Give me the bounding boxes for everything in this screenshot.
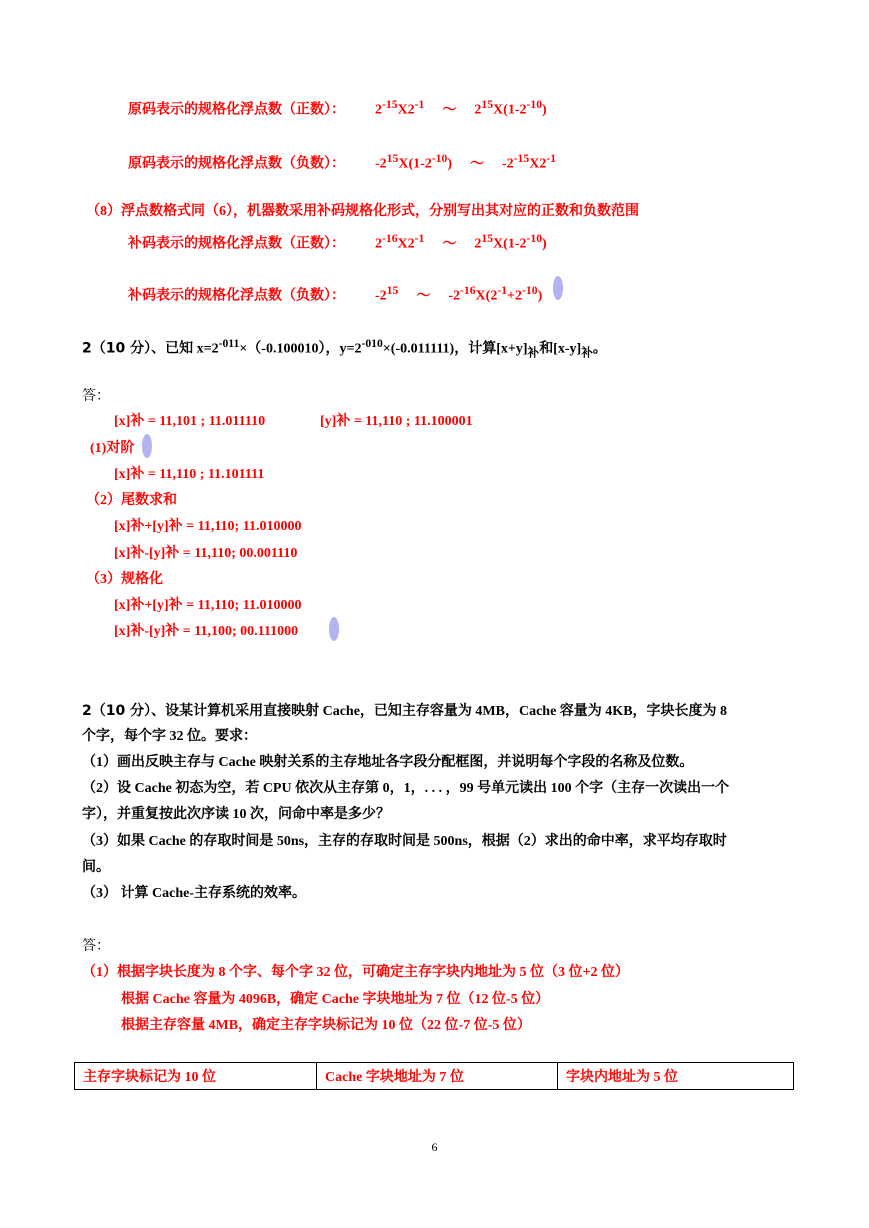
sec7-positive-line: 原码表示的规格化浮点数（正数）： $2^{-15}X2^{-1}$ ～ $2^{15}X(1-2^{-10})$ [128, 98, 547, 118]
table-cell-block-address: Cache 字块地址为 7 位 [317, 1063, 558, 1090]
y-complement: [y]补 = 11,110 ; 11.100001 [320, 414, 473, 429]
sec7-negative-line: 原码表示的规格化浮点数（负数）： $-2^{15}X(1-2^{-10})$ ～ $-2^{-15}X2^{-1}$ [128, 152, 557, 172]
sec8-heading: （8）浮点数格式同（6），机器数采用补码规格化形式，分别写出其对应的正数和负数范围 [86, 204, 639, 219]
comment-marker[interactable] [553, 276, 563, 300]
q2b-item4: （3） 计算 Cache-主存系统的效率。 [82, 886, 306, 901]
answer-line3: 根据主存容量 4MB，确定主存字块标记为 10 位（22 位-7 位-5 位） [121, 1018, 531, 1033]
q2b-item3-line2: 间。 [82, 860, 110, 875]
q2a-answer-label: 答： [82, 389, 110, 404]
step2-diff: [x]补-[y]补 = 11,110; 00.001110 [114, 546, 298, 561]
q2b-answer-label: 答： [82, 939, 110, 954]
step2-label: （2）尾数求和 [86, 493, 177, 508]
address-field-table [74, 1062, 794, 1090]
answer-line1: （1）根据字块长度为 8 个字、每个字 32 位，可确定主存字块内地址为 5 位（3 位+2 位） [82, 965, 629, 980]
x-complement: [x]补 = 11,101 ; 11.011110 [114, 414, 266, 429]
step1-value: [x]补 = 11,110 ; 11.101111 [114, 467, 265, 482]
sec8-positive-line: 补码表示的规格化浮点数（正数）： $2^{-16}X2^{-1}$ ～ $2^{15}X(1-2^{-10})$ [128, 232, 547, 252]
table-cell-tag: 主存字块标记为 10 位 [75, 1063, 317, 1090]
page-number: 6 [431, 1140, 438, 1154]
sec8-negative-line: 补码表示的规格化浮点数（负数）： $-2^{15}$ ～ $-2^{-16}X(2^{-1}+2^{-10})$ [128, 284, 543, 304]
q2b-item2-line2: 字），并重复按此次序读 10 次，问命中率是多少？ [82, 807, 390, 822]
q2b-question-line2: 个字，每个字 32 位。要求： [82, 729, 257, 744]
q2a-question: 2（10 分）、已知 $x=2^{-011}\times(-0.100010)$，$y=2^{-010}\times(-0.011111)$，计算$[x+y]_补$和$[x-y]_补$。 [82, 337, 607, 360]
answer-line2: 根据 Cache 容量为 4096B，确定 Cache 字块地址为 7 位（12 位-5 位） [121, 992, 550, 1007]
step3-label: （3）规格化 [86, 572, 163, 587]
table-row [75, 1063, 794, 1090]
table-cell-word-offset: 字块内地址为 5 位 [558, 1063, 794, 1090]
step2-sum: [x]补+[y]补 = 11,110; 11.010000 [114, 519, 302, 534]
q2b-item2-line1: （2）设 Cache 初态为空，若 CPU 依次从主存第 0，1，. . . ，99 号单元读出 100 个字（主存一次读出一个 [82, 781, 730, 796]
comment-marker[interactable] [142, 434, 152, 458]
comment-marker[interactable] [329, 617, 339, 641]
q2b-item3-line1: （3）如果 Cache 的存取时间是 50ns，主存的存取时间是 500ns，根据（2）求出的命中率，求平均存取时 [82, 834, 727, 849]
q2b-question-line1: 2（10 分）、设某计算机采用直接映射 Cache，已知主存容量为 4MB，Cache 容量为 4KB，字块长度为 8 [82, 703, 728, 719]
step3-sum: [x]补+[y]补 = 11,110; 11.010000 [114, 598, 302, 613]
step3-diff: [x]补-[y]补 = 11,100; 00.111000 [114, 624, 299, 639]
step1-label: (1)对阶 [90, 441, 135, 456]
q2b-item1: （1）画出反映主存与 Cache 映射关系的主存地址各字段分配框图，并说明每个字段的名称及位数。 [82, 755, 694, 770]
